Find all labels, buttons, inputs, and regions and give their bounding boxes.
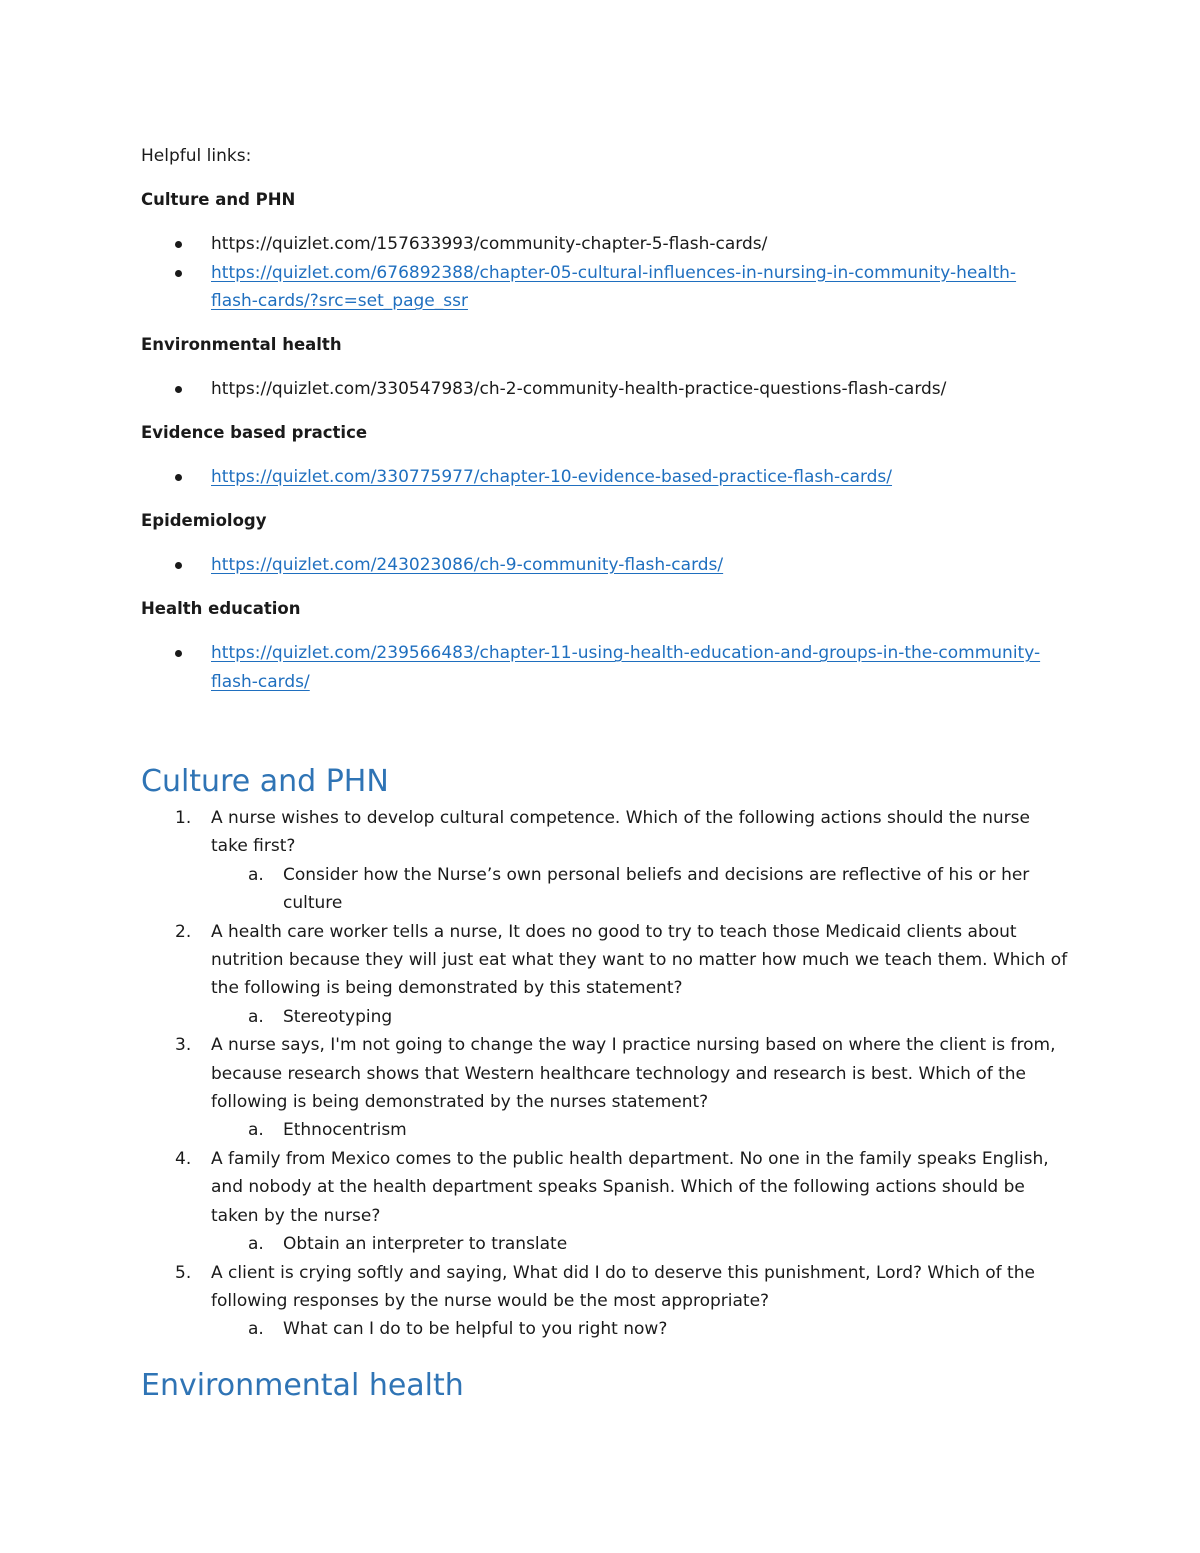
- list-item: [141, 463, 1061, 492]
- question-list: [141, 804, 1071, 1344]
- bullet-icon: [175, 270, 182, 277]
- bullet-icon: [175, 562, 182, 569]
- answer-item: [141, 1230, 1071, 1258]
- hyperlink[interactable]: https://quizlet.com/243023086/ch-9-community-flash-cards/: [211, 555, 724, 575]
- answer-letter: a.: [248, 864, 264, 885]
- question-text: A client is crying softly and saying, What did I do to deserve this punishment, Lord? Which of the following responses by the nurse would be the most appropriate?: [211, 1262, 1035, 1311]
- bullet-icon: [175, 474, 182, 481]
- bullet-icon: [175, 386, 182, 393]
- question-number: 3.: [175, 1035, 192, 1056]
- links-section-ebp: [141, 419, 1061, 492]
- answer-text: Stereotyping: [283, 1006, 393, 1027]
- link-list: [141, 639, 1061, 696]
- links-section-health-education: [141, 595, 1061, 696]
- answer-letter: a.: [248, 1006, 264, 1027]
- section-heading: Epidemiology: [141, 511, 267, 530]
- question-item: [141, 804, 1071, 918]
- answer-letter: a.: [248, 1120, 264, 1141]
- question-text: A family from Mexico comes to the public health department. No one in the family speaks English, and nobody at the health department speaks Spanish. Which of the following actions should be taken by the nurse?: [211, 1148, 1049, 1226]
- list-item: [141, 639, 1061, 696]
- list-item: [141, 375, 1061, 404]
- question-item: [141, 1259, 1071, 1344]
- question-text: A nurse wishes to develop cultural competence. Which of the following actions should the nurse take first?: [211, 808, 1030, 857]
- answer-item: [141, 861, 1071, 918]
- question-number: 1.: [175, 808, 192, 828]
- question-item: [141, 1145, 1071, 1259]
- question-number: 2.: [175, 921, 192, 942]
- link-text: https://quizlet.com/157633993/community-chapter-5-flash-cards/: [211, 234, 768, 254]
- section-heading: Health education: [141, 599, 301, 618]
- question-number: 4.: [175, 1148, 192, 1169]
- answer-letter: a.: [248, 1234, 264, 1255]
- links-section-epidemiology: [141, 507, 1061, 580]
- question-item: [141, 918, 1071, 1032]
- section-heading: Environmental health: [141, 335, 342, 354]
- answer-text: What can I do to be helpful to you right now?: [283, 1319, 668, 1340]
- culture-heading: Culture and PHN: [141, 764, 389, 799]
- bullet-icon: [175, 650, 182, 657]
- link-list: [141, 230, 1061, 316]
- answer-text: Consider how the Nurse’s own personal beliefs and decisions are reflective of his or her culture: [283, 864, 1030, 914]
- section-heading: Evidence based practice: [141, 423, 368, 442]
- hyperlink[interactable]: https://quizlet.com/676892388/chapter-05-cultural-influences-in-nursing-in-community-health-flash-cards/?src=set_page_ssr: [211, 262, 1017, 311]
- list-item: [141, 259, 1061, 316]
- link-text: https://quizlet.com/330547983/ch-2-community-health-practice-questions-flash-cards/: [211, 379, 947, 399]
- hyperlink[interactable]: https://quizlet.com/239566483/chapter-11-using-health-education-and-groups-in-the-community-flash-cards/: [211, 643, 1041, 692]
- answer-text: Ethnocentrism: [283, 1120, 407, 1141]
- link-list: [141, 551, 1061, 580]
- environmental-heading: Environmental health: [141, 1368, 464, 1403]
- helpful-links-label: Helpful links:: [141, 146, 252, 166]
- list-item: [141, 230, 1061, 259]
- section-heading: Culture and PHN: [141, 190, 296, 209]
- answer-letter: a.: [248, 1319, 264, 1340]
- hyperlink[interactable]: https://quizlet.com/330775977/chapter-10-evidence-based-practice-flash-cards/: [211, 467, 893, 487]
- question-item: [141, 1031, 1071, 1145]
- question-text: A health care worker tells a nurse, It does no good to try to teach those Medicaid clients about nutrition because they will just eat what they want to no matter how much we teach them. Which of the following is being demonstrated by this statement?: [211, 921, 1068, 999]
- answer-item: [141, 1003, 1071, 1031]
- answer-item: [141, 1315, 1071, 1343]
- list-item: [141, 551, 1061, 580]
- bullet-icon: [175, 241, 182, 248]
- question-number: 5.: [175, 1262, 192, 1283]
- links-section-culture: [141, 186, 1061, 316]
- links-section-environmental: [141, 331, 1061, 404]
- answer-item: [141, 1116, 1071, 1144]
- link-list: [141, 463, 1061, 492]
- answer-text: Obtain an interpreter to translate: [283, 1234, 568, 1255]
- question-text: A nurse says, I'm not going to change the way I practice nursing based on where the client is from, because research shows that Western healthcare technology and research is best. Which of the following is being demonstrated by the nurses statement?: [211, 1035, 1056, 1113]
- link-list: [141, 375, 1061, 404]
